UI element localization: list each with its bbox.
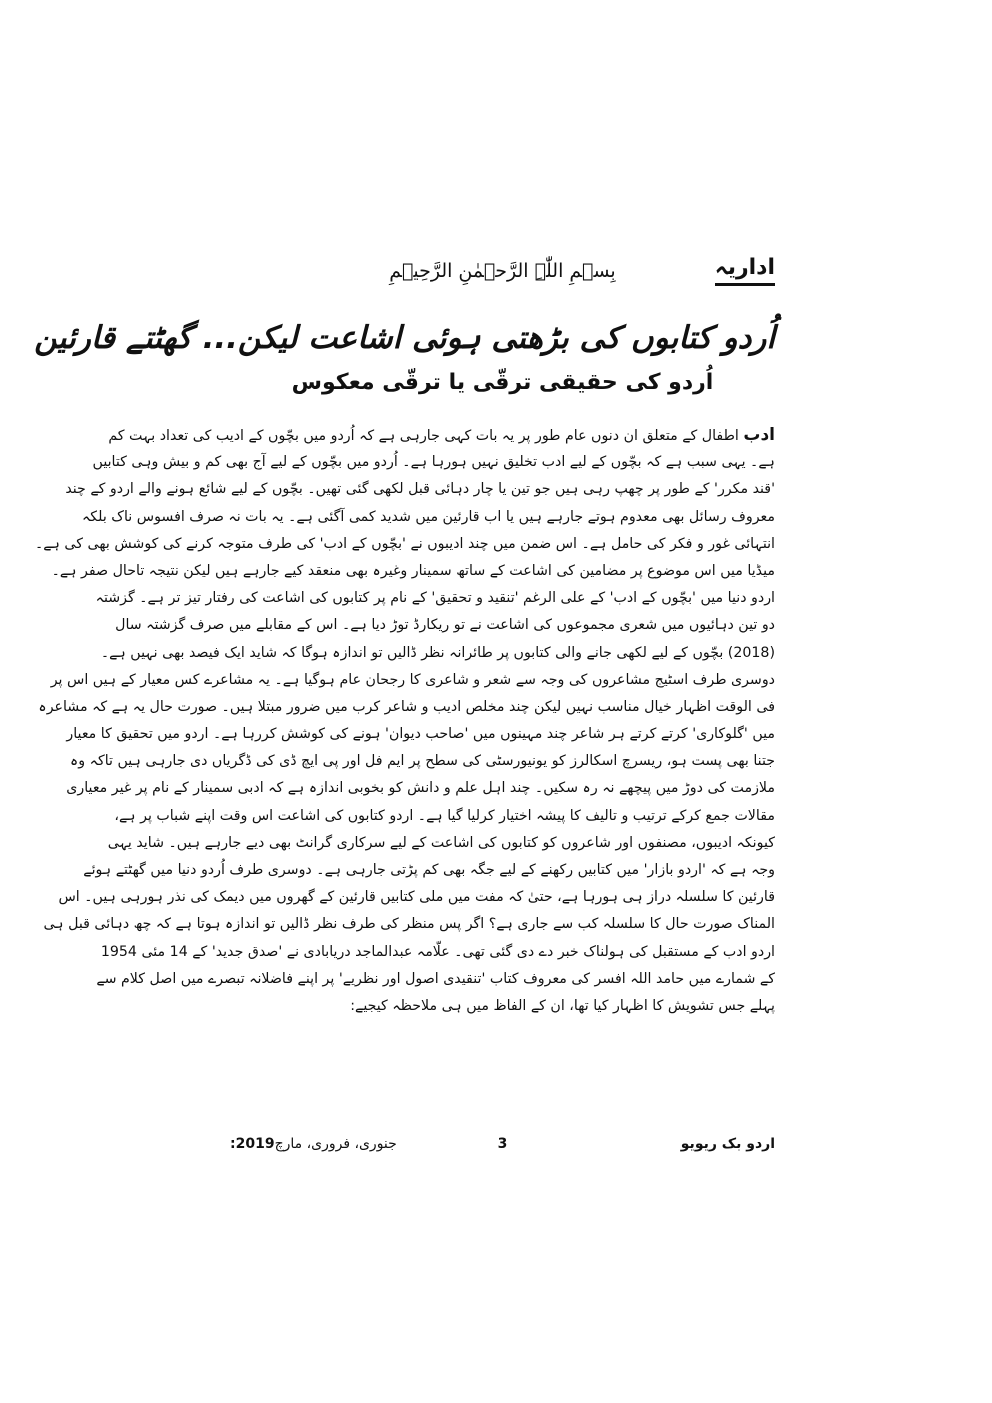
footer-magazine-name: اردو بک ریویو bbox=[680, 1136, 775, 1152]
body-line: مقالات جمع کرکے ترتیب و تالیف کا پیشہ اختیار کرلیا گیا ہے۔ اردو کتابوں کی اشاعت اس وقت اپنے شباب پر ہے، bbox=[114, 807, 775, 824]
body-line: المناک صورت حال کا سلسلہ کب سے جاری ہے؟ اگر پس منظر کی طرف نظر ڈالیں تو اندازہ ہوتا ہے کہ چھ دہائی قبل ہی bbox=[43, 916, 775, 933]
body-line: کیونکہ ادیبوں، مصنفوں اور شاعروں کو کتابوں کی اشاعت کے لیے سرکاری گرانٹ بھی دیے جارہے ہیں۔ شاید یہی bbox=[107, 834, 775, 851]
body-line: میڈیا میں اس موضوع پر مضامین کی اشاعت کے ساتھ سمینار وغیرہ بھی منعقد کیے جارہے ہیں لیکن نتیجہ تاحال صفر ہے۔ bbox=[51, 562, 775, 579]
body-line: پہلے جس تشویش کا اظہار کیا تھا، ان کے الفاظ میں ہی ملاحظہ کیجیے: bbox=[350, 997, 775, 1014]
body-line: میں 'گلوکاری' کرتے کرتے ہر شاعر چند مہینوں میں 'صاحب دیوان' ہونے کی کوشش کررہا ہے۔ اردو میں تحقیق کا معیار bbox=[66, 726, 775, 743]
body-line: وجہ ہے کہ 'اردو بازار' میں کتابیں رکھنے کے لیے جگہ بھی کم پڑتی جارہی ہے۔ دوسری طرف اُردو دنیا میں گھٹتے ہوئے bbox=[83, 862, 775, 878]
body-line: ملازمت کی دوڑ میں پیچھے نہ رہ سکیں۔ چند اہل علم و دانش کو بخوبی اندازہ ہے کہ ادبی سمینار کے نام پر غیر معیاری bbox=[66, 780, 775, 797]
page-footer bbox=[230, 1132, 775, 1156]
body-line: اردو ادب کے مستقبل کی ہولناک خبر دے دی گئی تھی۔ علّامہ عبدالماجد دریابادی نے 'صدق جدید' کے 14 مئی 1954 bbox=[100, 943, 775, 960]
article-title: اُردو کتابوں کی بڑھتی ہوئی اشاعت لیکن... گھٹتے قارئین bbox=[34, 320, 775, 356]
footer-issue-date bbox=[230, 1132, 397, 1156]
body-line: قارئین کا سلسلہ دراز ہی ہورہا ہے، حتیٰ کہ مفت میں ملی کتابیں قارئین کے گھروں میں دیمک کی نذر ہورہی ہیں۔ اس bbox=[58, 889, 775, 906]
article-body bbox=[34, 422, 775, 1020]
body-line: فی الوقت اظہار خیال مناسب نہیں لیکن چند مخلص ادیب و شاعر کرب میں ضرور مبتلا ہیں۔ صورت حال یہ ہے کہ مشاعرہ bbox=[38, 698, 775, 715]
body-line: کے شمارے میں حامد اللہ افسر کی معروف کتاب 'تنقیدی اصول اور نظریے' پر اپنے فاضلانہ تبصرے میں اصل کلام سے bbox=[96, 970, 775, 987]
footer-date-months: جنوری، فروری، مارچ bbox=[274, 1136, 397, 1152]
body-line: ادب اطفال کے متعلق ان دنوں عام طور پر یہ بات کہی جارہی ہے کہ اُردو میں بچّوں کے ادیب کی تعداد بہت کم bbox=[108, 425, 775, 445]
body-line: دو تین دہائیوں میں شعری مجموعوں کی اشاعت نے تو ریکارڈ توڑ دیا ہے۔ اس کے مقابلے میں صرف گزشتہ سال bbox=[115, 617, 775, 634]
article-subtitle: اُردو کی حقیقی ترقّی یا ترقّی معکوس bbox=[291, 370, 714, 395]
page-header bbox=[230, 255, 775, 295]
body-line: انتہائی غور و فکر کی حامل ہے۔ اس ضمن میں چند ادیبوں نے 'بچّوں کے ادب' کی طرف متوجہ کرنے کی کوشش بھی کی ہے۔ bbox=[34, 535, 775, 552]
footer-page-number: 3 bbox=[497, 1136, 508, 1152]
body-line: جتنا بھی پست ہو، ریسرچ اسکالرز کو یونیورسٹی کی سطح پر ایم فل اور پی ایچ ڈی کی ڈگریاں دی جارہی ہیں تاکہ وہ bbox=[69, 753, 775, 770]
footer-date-year: 2019: bbox=[230, 1136, 275, 1152]
body-line: دوسری طرف اسٹیج مشاعروں کی وجہ سے شعر و شاعری کا رجحان عام ہوگیا ہے۔ یہ مشاعرے کس معیار کے ہیں اس پر bbox=[50, 671, 775, 688]
body-line: اردو دنیا میں 'بچّوں کے ادب' کے علی الرغم 'تنقید و تحقیق' کے نام پر کتابوں کی اشاعت کی رفتار تیز تر ہے۔ گزشتہ bbox=[95, 590, 775, 607]
lead-word: ادب bbox=[743, 425, 775, 445]
body-line: معروف رسائل بھی معدوم ہوتے جارہے ہیں یا اب قارئین میں شدید کمی آگئی ہے۔ یہ بات نہ صرف افسوس ناک بلکہ bbox=[81, 508, 775, 525]
body-line: ہے۔ یہی سبب ہے کہ بچّوں کے لیے ادب تخلیق نہیں ہورہا ہے۔ اُردو میں بچّوں کے لیے آج بھی کم و بیش وہی کتابیں bbox=[92, 454, 775, 471]
body-line: 'قند مکرر' کے طور پر چھپ رہی ہیں جو تین یا چار دہائی قبل لکھی گئی تھیں۔ بچّوں کے لیے شائع ہونے والے اردو کے چند bbox=[65, 481, 775, 498]
section-label: اداریہ bbox=[715, 255, 775, 286]
body-line: (2018) بچّوں کے لیے لکھی جانے والی کتابوں پر طائرانہ نظر ڈالیں تو اندازہ ہوگا کہ شاید ایک فیصد بھی نہیں ہے۔ bbox=[100, 644, 775, 661]
bismillah-heading: بِسۡمِ اللّٰہِ الرَّحۡمٰنِ الرَّحِیۡمِ bbox=[389, 260, 616, 282]
